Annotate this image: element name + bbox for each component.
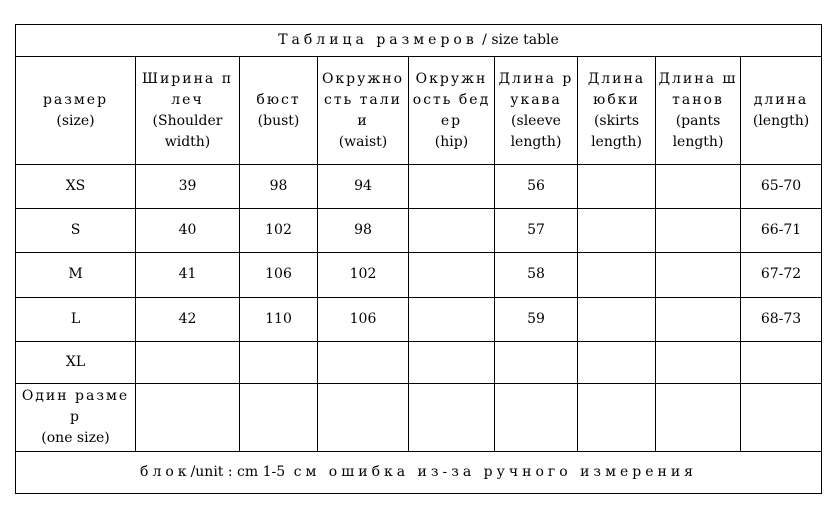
column-header-ru: бюст (256, 91, 301, 108)
pants-cell (656, 253, 741, 297)
sleeve-cell: 56 (495, 165, 578, 209)
column-header-en: (size) (56, 112, 95, 129)
length-cell: 68-73 (741, 297, 822, 341)
column-header-ru: Длина штанов (658, 70, 738, 108)
column-header-en: (hip) (434, 133, 469, 150)
title-row (16, 25, 822, 57)
column-header-en: (Shoulder width) (152, 112, 223, 150)
hip-cell (409, 165, 495, 209)
empty-cell (578, 383, 656, 451)
hip-cell (409, 341, 495, 383)
bust-cell: 106 (240, 253, 318, 297)
title-ru: Таблица размеров (278, 32, 478, 49)
column-header (656, 57, 741, 165)
pants-cell (656, 165, 741, 209)
sleeve-cell (495, 341, 578, 383)
size-label: XL (16, 341, 136, 383)
skirt-cell (578, 209, 656, 253)
shoulder-cell: 41 (136, 253, 240, 297)
column-header (741, 57, 822, 165)
size-label: M (16, 253, 136, 297)
waist-cell: 94 (318, 165, 409, 209)
hip-cell (409, 209, 495, 253)
column-header-en: (sleeve length) (510, 112, 562, 150)
skirt-cell (578, 253, 656, 297)
column-header-ru: длина (753, 91, 809, 108)
column-header-ru: Окружность бедер (412, 70, 491, 129)
column-header-en: (pants length) (672, 112, 724, 150)
empty-cell (656, 383, 741, 451)
bust-cell: 98 (240, 165, 318, 209)
sleeve-cell: 58 (495, 253, 578, 297)
skirt-cell (578, 165, 656, 209)
column-header (240, 57, 318, 165)
size-label: XS (16, 165, 136, 209)
column-header-ru: Ширина плеч (141, 70, 234, 108)
empty-cell (318, 383, 409, 451)
empty-cell (240, 383, 318, 451)
column-header-ru: Длина рукава (498, 70, 574, 108)
column-header (16, 57, 136, 165)
column-header (409, 57, 495, 165)
length-cell: 66-71 (741, 209, 822, 253)
column-header (318, 57, 409, 165)
shoulder-cell: 40 (136, 209, 240, 253)
skirt-cell (578, 341, 656, 383)
title-en: size table (491, 32, 559, 49)
length-cell (741, 341, 822, 383)
hip-cell (409, 297, 495, 341)
column-header-en: (waist) (338, 133, 388, 150)
shoulder-cell (136, 341, 240, 383)
length-cell: 65-70 (741, 165, 822, 209)
size-chart (15, 24, 821, 494)
one-size-label-ru: Один размер (21, 387, 130, 425)
table-row (16, 253, 822, 297)
footer-row (16, 451, 822, 493)
shoulder-cell: 39 (136, 165, 240, 209)
size-label: S (16, 209, 136, 253)
size-label: L (16, 297, 136, 341)
bust-cell: 110 (240, 297, 318, 341)
title-separator: / (477, 32, 492, 49)
column-header (136, 57, 240, 165)
bust-cell: 102 (240, 209, 318, 253)
column-header-ru: размер (42, 91, 109, 108)
footer-unit: /unit : cm 1-5 (190, 463, 286, 480)
column-header-en: (skirts length) (591, 112, 642, 150)
table-row (16, 209, 822, 253)
waist-cell: 102 (318, 253, 409, 297)
table-row (16, 165, 822, 209)
waist-cell: 98 (318, 209, 409, 253)
empty-cell (741, 383, 822, 451)
length-cell: 67-72 (741, 253, 822, 297)
pants-cell (656, 341, 741, 383)
column-header-ru: Длина юбки (587, 70, 646, 108)
footer-note: см ошибка из-за ручного измерения (285, 463, 697, 480)
column-header-en: (bust) (257, 112, 300, 129)
hip-cell (409, 253, 495, 297)
footer-prefix: блок (140, 463, 191, 480)
header-row (16, 57, 822, 165)
one-size-label-en: (one size) (41, 429, 110, 446)
waist-cell: 106 (318, 297, 409, 341)
measurement-note (16, 451, 822, 493)
shoulder-cell: 42 (136, 297, 240, 341)
sleeve-cell: 59 (495, 297, 578, 341)
empty-cell (136, 383, 240, 451)
empty-cell (495, 383, 578, 451)
pants-cell (656, 209, 741, 253)
column-header-en: (length) (752, 112, 810, 129)
column-header-ru: Окружность талии (321, 70, 405, 129)
empty-cell (409, 383, 495, 451)
table-row (16, 383, 822, 451)
table-row (16, 341, 822, 383)
size-table (15, 24, 822, 494)
pants-cell (656, 297, 741, 341)
column-header (495, 57, 578, 165)
sleeve-cell: 57 (495, 209, 578, 253)
table-title (16, 25, 822, 57)
size-cell-one-size (16, 383, 136, 451)
skirt-cell (578, 297, 656, 341)
waist-cell (318, 341, 409, 383)
bust-cell (240, 341, 318, 383)
table-row (16, 297, 822, 341)
column-header (578, 57, 656, 165)
